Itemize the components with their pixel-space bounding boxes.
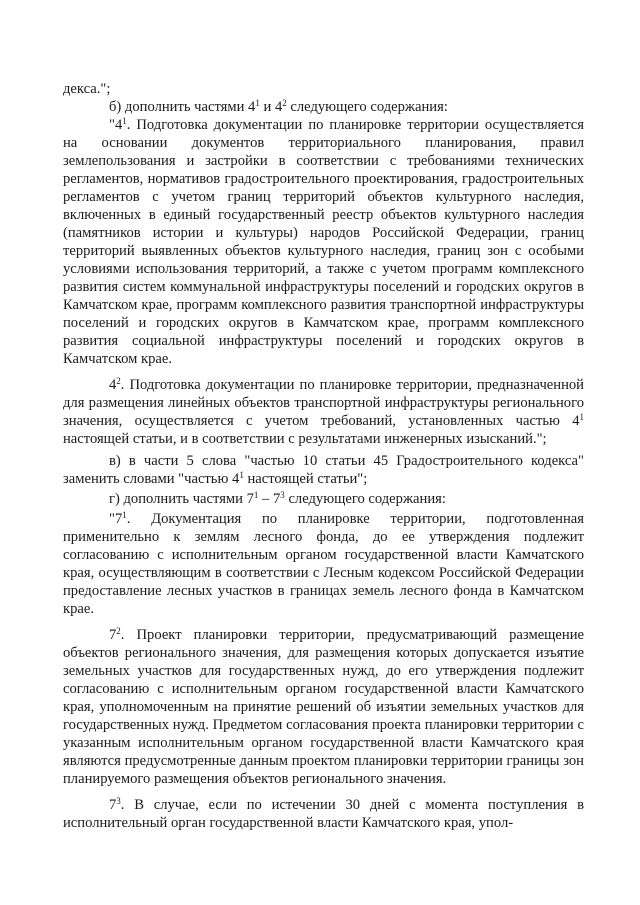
- text-run: "4: [109, 117, 123, 133]
- text-run: . Подготовка документации по планировке территории, предназначенной для размещения линейных объектов транспортной инфраструктуры регионального значения, осуществляется с учетом требований, установленных частью 4: [63, 377, 584, 429]
- superscript: 2: [282, 98, 287, 108]
- superscript: 2: [116, 376, 121, 386]
- text-run: настоящей статьи, и в соответствии с результатами инженерных изысканий.";: [63, 431, 547, 447]
- text-run: 7: [109, 627, 117, 643]
- text-run: г) дополнить частями 7: [109, 491, 254, 507]
- paragraph-p2: [63, 116, 584, 368]
- text-run: . В случае, если по истечении 30 дней с момента поступления в исполнительный орган государственной власти Камчатского края, упол-: [63, 797, 584, 831]
- superscript: 1: [255, 98, 260, 108]
- text-run: декса.";: [63, 81, 111, 97]
- superscript: 3: [116, 796, 121, 806]
- document-body: [63, 80, 584, 832]
- superscript: 1: [122, 116, 127, 126]
- text-run: . Проект планировки территории, предусматривающий размещение объектов регионального значения, для размещения которых допускается изъятие земельных участков для государственных нужд, до его утверждения подлежит согласованию с исполнительным органом государственной власти Камчатского края, уполномоченным на принятие решений об изъятии земельных участков для государственных нужд. Предметом согласования проекта планировки территории с указанным исполнительным органом государственной власти Камчатского края являются предусмотренные данным проектом планировки территории границы зон планируемого размещения объектов регионального значения.: [63, 627, 584, 787]
- paragraph-p3: [63, 376, 584, 448]
- paragraph-p8: [63, 796, 584, 832]
- paragraph-p6: [63, 510, 584, 618]
- paragraph-p0: [63, 80, 584, 98]
- paragraph-p4: [63, 452, 584, 488]
- text-run: следующего содержания:: [286, 99, 448, 115]
- paragraph-p1: [63, 98, 584, 116]
- superscript: 1: [239, 470, 244, 480]
- superscript: 3: [280, 490, 285, 500]
- text-run: – 7: [258, 491, 281, 507]
- text-run: 4: [109, 377, 117, 393]
- superscript: 1: [122, 510, 127, 520]
- text-run: . Подготовка документации по планировке территории осуществляется на основании документов территориального планирования, правил землепользования и застройки в соответствии с требованиями технических регламентов, нормативов градостроительного проектирования, градостроительных регламентов с учетом границ территорий объектов культурного наследия, включенных в единый государственный реестр объектов культурного наследия (памятников истории и культуры) народов Российской Федерации, границ территорий выявленных объектов культурного наследия, границ зон с особыми условиями использования территорий, а также с учетом программ комплексного развития систем коммунальной инфраструктуры поселений и городских округов в Камчатском крае, программ комплексного развития транспортной инфраструктуры поселений и городских округов в Камчатском крае, программ комплексного развития социальной инфраструктуры поселений и городских округов в Камчатском крае.: [63, 117, 584, 367]
- text-run: следующего содержания:: [284, 491, 446, 507]
- text-run: . Документация по планировке территории, подготовленная применительно к землям лесного фонда, до ее утверждения подлежит согласованию с исполнительным органом государственной власти Камчатского края, осуществляющим в соответствии с Лесным кодексом Российской Федерации предоставление лесных участков в границах земель лесного фонда в Камчатском крае.: [63, 511, 584, 617]
- paragraph-p7: [63, 626, 584, 788]
- superscript: 1: [253, 490, 259, 500]
- text-run: "7: [109, 511, 123, 527]
- text-run: в) в части 5 слова "частью 10 статьи 45 Градостроительного кодекса" заменить словами "частью 4: [63, 453, 584, 487]
- text-run: 7: [109, 797, 117, 813]
- text-run: б) дополнить частями 4: [109, 99, 256, 115]
- superscript: 1: [579, 412, 584, 422]
- text-run: и 4: [259, 99, 283, 115]
- text-run: настоящей статьи";: [243, 471, 368, 487]
- superscript: 2: [116, 626, 121, 636]
- paragraph-p5: [63, 490, 584, 508]
